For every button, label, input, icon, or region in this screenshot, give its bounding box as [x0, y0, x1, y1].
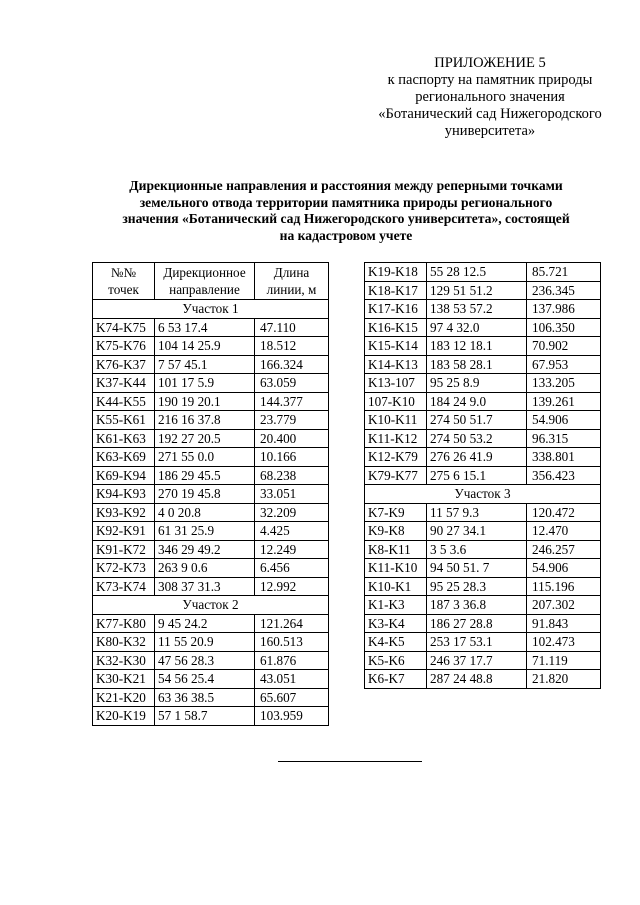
length-cell: 65.607 — [255, 688, 329, 707]
points-cell: K6-K7 — [365, 670, 427, 689]
points-cell: K10-K11 — [365, 411, 427, 430]
points-cell: K73-K74 — [93, 577, 155, 596]
direction-cell: 4 0 20.8 — [155, 503, 255, 522]
appendix-line: ПРИЛОЖЕНИЕ 5 — [434, 55, 546, 71]
direction-cell: 138 53 57.2 — [427, 300, 527, 319]
direction-cell: 57 1 58.7 — [155, 707, 255, 726]
direction-cell: 11 57 9.3 — [427, 503, 527, 522]
header-points — [93, 263, 155, 300]
direction-cell: 47 56 28.3 — [155, 651, 255, 670]
table-row — [365, 577, 601, 596]
table-row — [365, 300, 601, 319]
direction-cell: 192 27 20.5 — [155, 429, 255, 448]
direction-cell: 11 55 20.9 — [155, 633, 255, 652]
points-cell: K20-K19 — [93, 707, 155, 726]
length-cell: 61.876 — [255, 651, 329, 670]
length-cell: 4.425 — [255, 522, 329, 541]
points-cell: 107-K10 — [365, 392, 427, 411]
direction-cell: 7 57 45.1 — [155, 355, 255, 374]
direction-cell: 184 24 9.0 — [427, 392, 527, 411]
points-cell: K61-K63 — [93, 429, 155, 448]
table-row — [93, 429, 329, 448]
table-row — [93, 688, 329, 707]
points-cell: K74-K75 — [93, 318, 155, 337]
direction-cell: 97 4 32.0 — [427, 318, 527, 337]
points-cell: K13-107 — [365, 374, 427, 393]
points-cell: K92-K91 — [93, 522, 155, 541]
direction-cell: 216 16 37.8 — [155, 411, 255, 430]
points-cell: K32-K30 — [93, 651, 155, 670]
appendix-line: «Ботанический сад Нижегородского — [378, 106, 602, 122]
points-cell: K77-K80 — [93, 614, 155, 633]
section-label: Участок 3 — [365, 485, 601, 504]
section-label: Участок 1 — [93, 300, 329, 319]
length-cell: 32.209 — [255, 503, 329, 522]
length-cell: 33.051 — [255, 485, 329, 504]
table-row — [365, 411, 601, 430]
length-cell: 120.472 — [527, 503, 601, 522]
table-row — [365, 559, 601, 578]
header-points-line1: №№ — [110, 265, 137, 280]
table-row — [365, 318, 601, 337]
table-row — [365, 337, 601, 356]
direction-cell: 274 50 51.7 — [427, 411, 527, 430]
header-direction — [155, 263, 255, 300]
points-cell: K72-K73 — [93, 559, 155, 578]
points-cell: K30-K21 — [93, 670, 155, 689]
direction-cell: 183 58 28.1 — [427, 355, 527, 374]
direction-cell: 95 25 28.3 — [427, 577, 527, 596]
length-cell: 18.512 — [255, 337, 329, 356]
direction-cell: 6 53 17.4 — [155, 318, 255, 337]
points-cell: K16-K15 — [365, 318, 427, 337]
section-row — [365, 485, 601, 504]
header-direction-line2: направление — [169, 282, 240, 297]
length-cell: 103.959 — [255, 707, 329, 726]
direction-cell: 263 9 0.6 — [155, 559, 255, 578]
direction-cell: 94 50 51. 7 — [427, 559, 527, 578]
direction-cell: 270 19 45.8 — [155, 485, 255, 504]
points-cell: K91-K72 — [93, 540, 155, 559]
points-cell: K11-K12 — [365, 429, 427, 448]
table-row — [93, 707, 329, 726]
length-cell: 166.324 — [255, 355, 329, 374]
header-direction-line1: Дирекционное — [163, 265, 246, 280]
length-cell: 54.906 — [527, 559, 601, 578]
points-cell: K17-K16 — [365, 300, 427, 319]
length-cell: 43.051 — [255, 670, 329, 689]
table-row — [365, 355, 601, 374]
points-cell: K7-K9 — [365, 503, 427, 522]
direction-cell: 186 29 45.5 — [155, 466, 255, 485]
points-cell: K44-K55 — [93, 392, 155, 411]
length-cell: 6.456 — [255, 559, 329, 578]
length-cell: 356.423 — [527, 466, 601, 485]
table-row — [93, 337, 329, 356]
table-row — [93, 374, 329, 393]
direction-cell: 246 37 17.7 — [427, 651, 527, 670]
direction-cell: 308 37 31.3 — [155, 577, 255, 596]
footer-divider — [278, 761, 422, 762]
appendix-line: университета» — [444, 123, 536, 139]
points-cell: K80-K32 — [93, 633, 155, 652]
table-row — [365, 281, 601, 300]
header-points-line2: точек — [108, 282, 139, 297]
points-cell: K63-K69 — [93, 448, 155, 467]
table-row — [365, 540, 601, 559]
table-row — [93, 651, 329, 670]
points-cell: K55-K61 — [93, 411, 155, 430]
table-row — [365, 429, 601, 448]
length-cell: 70.902 — [527, 337, 601, 356]
points-cell: K15-K14 — [365, 337, 427, 356]
direction-cell: 129 51 51.2 — [427, 281, 527, 300]
direction-cell: 54 56 25.4 — [155, 670, 255, 689]
title-line: Дирекционные направления и расстояния между реперными точками — [129, 178, 563, 193]
table-row — [93, 485, 329, 504]
length-cell: 10.166 — [255, 448, 329, 467]
direction-cell: 3 5 3.6 — [427, 540, 527, 559]
table-row — [93, 633, 329, 652]
table-row — [365, 651, 601, 670]
points-cell: K37-K44 — [93, 374, 155, 393]
table-row — [93, 411, 329, 430]
table-row — [365, 670, 601, 689]
length-cell: 338.801 — [527, 448, 601, 467]
table-row — [93, 448, 329, 467]
table-row — [365, 374, 601, 393]
direction-cell: 274 50 53.2 — [427, 429, 527, 448]
points-cell: K93-K92 — [93, 503, 155, 522]
table-row — [365, 392, 601, 411]
points-cell: K19-K18 — [365, 263, 427, 282]
table-row — [93, 522, 329, 541]
length-cell: 63.059 — [255, 374, 329, 393]
direction-cell: 90 27 34.1 — [427, 522, 527, 541]
title-line: земельного отвода территории памятника природы регионального — [139, 194, 553, 210]
points-cell: K8-K11 — [365, 540, 427, 559]
direction-cell: 346 29 49.2 — [155, 540, 255, 559]
table-row — [365, 263, 601, 282]
length-cell: 137.986 — [527, 300, 601, 319]
direction-cell: 101 17 5.9 — [155, 374, 255, 393]
length-cell: 91.843 — [527, 614, 601, 633]
length-cell: 12.470 — [527, 522, 601, 541]
direction-cell: 271 55 0.0 — [155, 448, 255, 467]
points-cell: K14-K13 — [365, 355, 427, 374]
direction-cell: 186 27 28.8 — [427, 614, 527, 633]
direction-cell: 253 17 53.1 — [427, 633, 527, 652]
length-cell: 207.302 — [527, 596, 601, 615]
appendix-line: к паспорту на памятник природы — [387, 72, 593, 88]
length-cell: 96.315 — [527, 429, 601, 448]
direction-cell: 287 24 48.8 — [427, 670, 527, 689]
length-cell: 144.377 — [255, 392, 329, 411]
points-cell: K79-K77 — [365, 466, 427, 485]
title-line: значения «Ботанический сад Нижегородского университета», состоящей — [122, 211, 570, 226]
points-cell: K11-K10 — [365, 559, 427, 578]
length-cell: 106.350 — [527, 318, 601, 337]
direction-cell: 95 25 8.9 — [427, 374, 527, 393]
table-row — [93, 540, 329, 559]
length-cell: 160.513 — [255, 633, 329, 652]
length-cell: 236.345 — [527, 281, 601, 300]
table-row — [365, 503, 601, 522]
length-cell: 68.238 — [255, 466, 329, 485]
left-coordinates-table — [92, 262, 329, 726]
length-cell: 12.992 — [255, 577, 329, 596]
table-row — [365, 466, 601, 485]
direction-cell: 61 31 25.9 — [155, 522, 255, 541]
table-row — [93, 318, 329, 337]
length-cell: 12.249 — [255, 540, 329, 559]
length-cell: 23.779 — [255, 411, 329, 430]
length-cell: 21.820 — [527, 670, 601, 689]
length-cell: 67.953 — [527, 355, 601, 374]
table-row — [93, 466, 329, 485]
points-cell: K94-K93 — [93, 485, 155, 504]
length-cell: 47.110 — [255, 318, 329, 337]
direction-cell: 63 36 38.5 — [155, 688, 255, 707]
length-cell: 71.119 — [527, 651, 601, 670]
direction-cell: 9 45 24.2 — [155, 614, 255, 633]
points-cell: K18-K17 — [365, 281, 427, 300]
table-row — [93, 503, 329, 522]
table-row — [93, 392, 329, 411]
length-cell: 246.257 — [527, 540, 601, 559]
points-cell: K75-K76 — [93, 337, 155, 356]
table-row — [93, 670, 329, 689]
table-row — [365, 614, 601, 633]
document-title — [80, 178, 612, 244]
length-cell: 139.261 — [527, 392, 601, 411]
direction-cell: 275 6 15.1 — [427, 466, 527, 485]
points-cell: K69-K94 — [93, 466, 155, 485]
points-cell: K1-K3 — [365, 596, 427, 615]
header-length-line2: линии, м — [266, 282, 317, 297]
points-cell: K12-K79 — [365, 448, 427, 467]
table-row — [365, 448, 601, 467]
length-cell: 54.906 — [527, 411, 601, 430]
right-coordinates-table — [364, 262, 601, 689]
direction-cell: 104 14 25.9 — [155, 337, 255, 356]
table-row — [365, 596, 601, 615]
direction-cell: 190 19 20.1 — [155, 392, 255, 411]
points-cell: K76-K37 — [93, 355, 155, 374]
direction-cell: 55 28 12.5 — [427, 263, 527, 282]
header-length — [255, 263, 329, 300]
length-cell: 121.264 — [255, 614, 329, 633]
table-row — [93, 614, 329, 633]
length-cell: 133.205 — [527, 374, 601, 393]
length-cell: 102.473 — [527, 633, 601, 652]
points-cell: K4-K5 — [365, 633, 427, 652]
direction-cell: 276 26 41.9 — [427, 448, 527, 467]
section-label: Участок 2 — [93, 596, 329, 615]
header-length-line1: Длина — [273, 265, 310, 280]
length-cell: 85.721 — [527, 263, 601, 282]
direction-cell: 183 12 18.1 — [427, 337, 527, 356]
points-cell: K10-K1 — [365, 577, 427, 596]
table-row — [93, 577, 329, 596]
direction-cell: 187 3 36.8 — [427, 596, 527, 615]
table-row — [365, 633, 601, 652]
section-row — [93, 300, 329, 319]
section-row — [93, 596, 329, 615]
title-line: на кадастровом учете — [279, 227, 413, 243]
points-cell: K3-K4 — [365, 614, 427, 633]
table-header-row — [93, 263, 329, 300]
table-row — [365, 522, 601, 541]
points-cell: K21-K20 — [93, 688, 155, 707]
appendix-heading — [340, 55, 640, 140]
table-row — [93, 355, 329, 374]
appendix-line: регионального значения — [415, 89, 565, 105]
points-cell: K9-K8 — [365, 522, 427, 541]
points-cell: K5-K6 — [365, 651, 427, 670]
length-cell: 115.196 — [527, 577, 601, 596]
table-row — [93, 559, 329, 578]
length-cell: 20.400 — [255, 429, 329, 448]
